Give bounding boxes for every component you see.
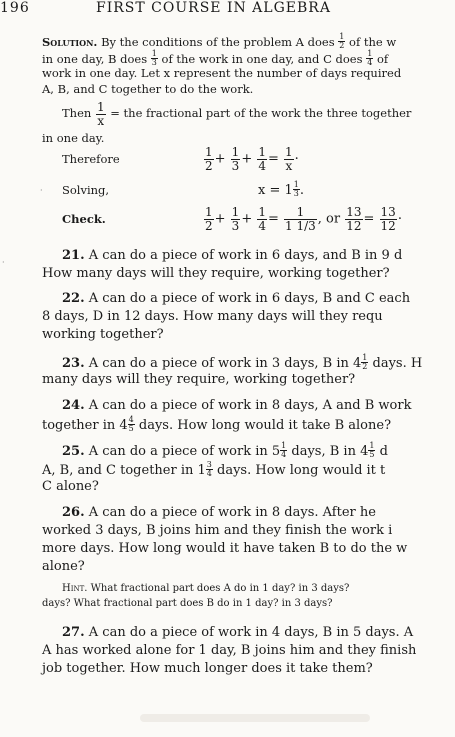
problem-23-line-2: many days will they require, working together? xyxy=(42,372,356,387)
problem-22-line-1: 22. A can do a piece of work in 6 days, B and C each xyxy=(62,291,411,306)
therefore-equation: $\frac{1}{2}$ + $\frac{1}{3}$ + $\frac{1}{4}$ = $\frac{1}{x}$ · xyxy=(205,145,299,173)
solution-line-2: in one day, B does $\frac{1}{3}$ of the work in one day, and C does $\frac{1}{4}$ of xyxy=(42,49,389,67)
check-label: Check. xyxy=(62,212,106,226)
problem-21-line-2: How many days will they require, working together? xyxy=(42,266,390,281)
problem-24-line-2: together in 4 $\frac{4}{5}$ days. How long would it take B alone? xyxy=(42,415,392,433)
solution-line-3: work in one day. Let x represent the number of days required xyxy=(42,66,402,80)
problem-22-line-3: working together? xyxy=(42,327,164,342)
problem-26-line-3: more days. How long would it have taken B to do the w xyxy=(42,541,408,556)
check-equation: $\frac{1}{2}$ + $\frac{1}{3}$ + $\frac{1}{4}$ = $\frac{1}{1 1/3}$ , or $\frac{13}{12}$ = $\frac{13}{12}$ · xyxy=(205,205,402,233)
problem-25-line-3: C alone? xyxy=(42,479,99,494)
solving-equation: x = 1 $\frac{1}{3}$ . xyxy=(258,180,304,198)
speck-2: · xyxy=(2,258,5,267)
problem-21-line-1: 21. A can do a piece of work in 6 days, and B in 9 d xyxy=(62,248,403,263)
then-line-2: in one day. xyxy=(42,131,105,145)
solution-label: Solution. xyxy=(42,35,98,49)
problem-25-line-2: A, B, and C together in 1 $\frac{3}{4}$ days. How long would it t xyxy=(42,460,386,478)
solution-line-4: A, B, and C together to do the work. xyxy=(42,82,254,96)
page-number: 196 xyxy=(0,0,30,16)
solution-tail-1: of the w xyxy=(349,35,397,49)
fraction-third: $\frac{1}{3}$ xyxy=(151,49,157,67)
fraction-one-over-x: $\frac{1}{x}$ xyxy=(96,100,105,128)
problem-26-line-2: worked 3 days, B joins him and they finish the work i xyxy=(42,523,393,538)
problem-26-line-4: alone? xyxy=(42,559,85,574)
problem-22-line-2: 8 days, D in 12 days. How many days will they requ xyxy=(42,309,383,324)
problem-26-line-1: 26. A can do a piece of work in 8 days. After he xyxy=(62,505,376,520)
page-title: FIRST COURSE IN ALGEBRA xyxy=(96,0,331,16)
solving-label: Solving, xyxy=(62,183,110,197)
problem-27-line-3: job together. How much longer does it take them? xyxy=(42,661,373,676)
bleed-through-smudge xyxy=(140,714,370,722)
fraction-quarter: $\frac{1}{4}$ xyxy=(367,49,373,67)
hint-line-1: Hint. What fractional part does A do in 1 day? in 3 days? xyxy=(62,583,350,594)
problem-23-line-1: 23. A can do a piece of work in 3 days, B in 4 $\frac{1}{2}$ days. H xyxy=(62,353,423,371)
solution-text-1: By the conditions of the problem A does xyxy=(101,35,335,49)
speck: · xyxy=(40,186,43,195)
problem-24-line-1: 24. A can do a piece of work in 8 days, A and B work xyxy=(62,398,412,413)
problem-27-line-1: 27. A can do a piece of work in 4 days, B in 5 days. A xyxy=(62,625,414,640)
problem-25-line-1: 25. A can do a piece of work in 5 $\frac{1}{4}$ days, B in 4 $\frac{1}{5}$ d xyxy=(62,441,388,459)
therefore-label: Therefore xyxy=(62,152,120,166)
solution-line-1 xyxy=(42,33,396,50)
then-line: Then $\frac{1}{x}$ = the fractional part of the work the three together xyxy=(62,100,412,128)
problem-27-line-2: A has worked alone for 1 day, B joins him and they finish xyxy=(42,643,417,658)
fraction-half: $\frac{1}{2}$ xyxy=(339,32,345,50)
hint-line-2: days? What fractional part does B do in 1 day? in 3 days? xyxy=(42,598,333,609)
